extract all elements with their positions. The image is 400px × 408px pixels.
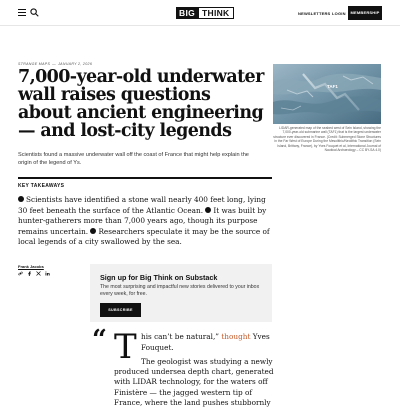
paragraph-1-text-end: Yves Fouquet.: [141, 332, 270, 352]
paragraph-2-text: The geologist was studying a newly produced undersea depth chart, generated with LIDAR technology, for the waters off Finistère — the jagged western tip of France, where the land pushes stubbornly: [114, 357, 274, 407]
key-takeaways-label: KEY TAKEAWAYS: [18, 183, 65, 189]
search-icon[interactable]: [30, 8, 39, 17]
paragraph-1-text-start: his can’t be natural,”: [141, 332, 222, 341]
hamburger-menu-icon[interactable]: [18, 9, 26, 16]
taf1-label: TAF1: [327, 84, 338, 89]
key-takeaways-list: [18, 195, 273, 248]
category-link[interactable]: STRANGE MAPS: [18, 62, 51, 66]
signup-description: The most surprising and impactful new stories delivered to your inbox every week, for free.: [100, 284, 260, 297]
x-icon[interactable]: [36, 271, 41, 276]
body-paragraph-2: [114, 357, 274, 408]
bullet-icon: [205, 207, 211, 213]
takeaway-item: Researchers speculate it may be the source of local legends of a city swallowed by the sea.: [18, 226, 270, 247]
bullet-icon: [18, 196, 24, 202]
login-link[interactable]: LOGIN: [332, 11, 346, 16]
lidar-map-graphic: [273, 64, 381, 124]
bullet-icon: [90, 228, 96, 234]
takeaway-item: It was built by hunter-gatherers more than 7,000 years ago, though its purpose remains uncertain.: [18, 205, 267, 236]
publish-date: JANUARY 2, 2026: [58, 62, 93, 66]
link-icon[interactable]: [18, 271, 23, 276]
newsletters-link[interactable]: NEWSLETTERS: [298, 11, 331, 16]
article-kicker: [18, 62, 92, 66]
membership-button[interactable]: MEMBERSHIP: [348, 6, 382, 20]
takeaway-item: Scientists have identified a stone wall nearly 400 feet long, lying 30 feet beneath the surface of the Atlantic Ocean.: [18, 195, 266, 215]
body-paragraph-1: [141, 332, 273, 353]
section-rule: [18, 177, 272, 179]
linkedin-icon[interactable]: [45, 271, 50, 276]
substack-signup-box: [90, 264, 272, 322]
share-icons: [18, 271, 50, 276]
signup-title: Sign up for Big Think on Substack: [100, 273, 218, 282]
article-dek: Scientists found a massive underwater wall off the coast of France that might help explain the origin of the legend of Ys.: [18, 152, 249, 166]
image-caption: LIDAR-generated map of the seabed west of Sein Island, showing the 7,000-year-old submarine wall (TAF1) that is the largest underwater structure ever discovered in France. (Credit: Submerged Stone Structures in the Far West of Europe During the Mesolithic/Neolithic Transition (Sein Island, Brittany, France), by Yves Fouquet et al, International Journal of Nautical Archaeology – CC BY-SA 4.0): [273, 126, 381, 153]
thought-link[interactable]: thought: [221, 332, 251, 341]
article-headline: 7,000-year-old underwater wall raises questions about ancient engineering — and lost-city legends: [18, 67, 264, 141]
logo-big: BIG: [176, 7, 198, 19]
big-think-logo[interactable]: [176, 7, 234, 19]
author-link[interactable]: Frank Jacobs: [18, 264, 44, 269]
facebook-icon[interactable]: [27, 271, 32, 276]
site-header: [0, 0, 400, 26]
subscribe-button[interactable]: SUBSCRIBE: [100, 303, 141, 317]
kicker-separator: —: [52, 62, 57, 66]
dropcap-letter: T: [114, 327, 137, 367]
logo-think: THINK: [198, 7, 233, 19]
lidar-seabed-image[interactable]: [273, 64, 381, 124]
quote-mark-icon: “: [92, 325, 107, 355]
